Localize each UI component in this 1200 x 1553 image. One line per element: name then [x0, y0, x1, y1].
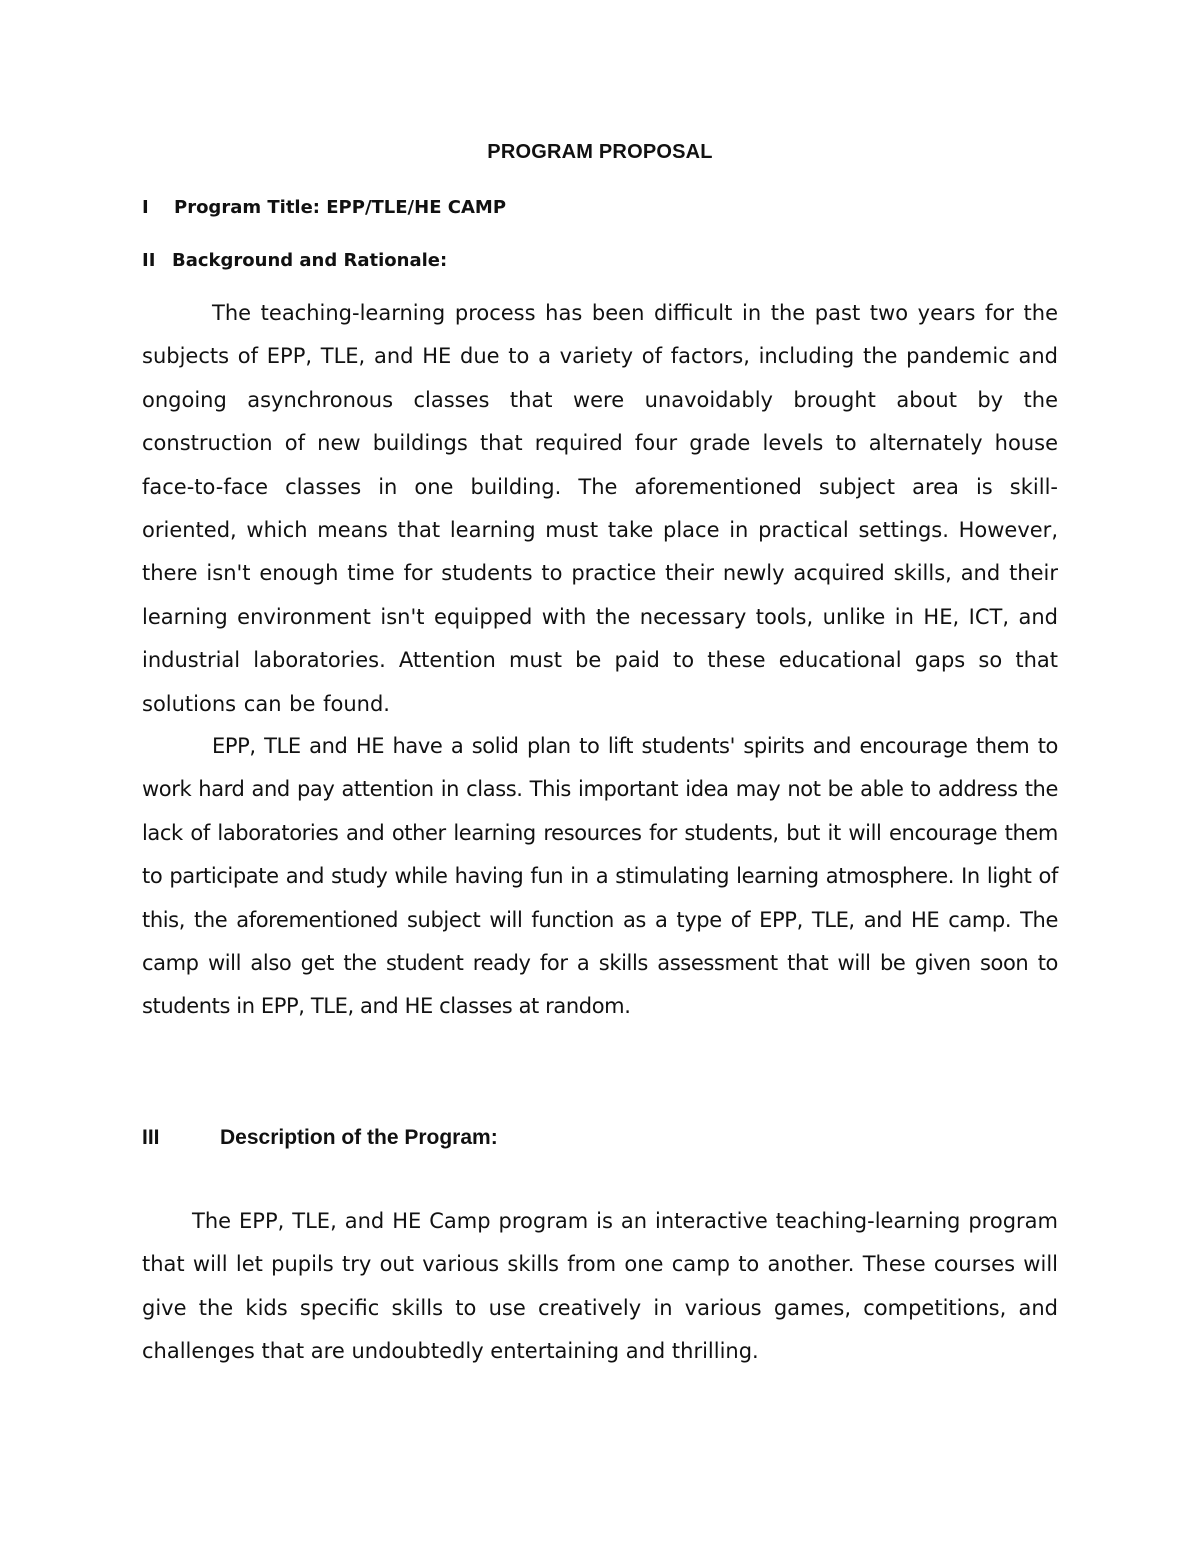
section-heading-description [142, 1126, 498, 1150]
section-number: I [142, 197, 149, 218]
section-number: III [142, 1126, 160, 1149]
paragraph-background-2: EPP, TLE and HE have a solid plan to lift students' spirits and encourage them to work hard and pay attention in class. This important idea may not be able to address the lack of laboratories and other learning resources for students, but it will encourage them to participate and study while having fun in a stimulating learning atmosphere. In light of this, the aforementioned subject will function as a type of EPP, TLE, and HE camp. The camp will also get the student ready for a skills assessment that will be given soon to students in EPP, TLE, and HE classes at random. [142, 734, 1058, 1019]
section-heading-text: Description of the Program: [220, 1126, 498, 1149]
paragraph-description-1: The EPP, TLE, and HE Camp program is an interactive teaching-learning program that will let pupils try out various skills from one camp to another. These courses will give the kids specific skills to use creatively in various games, competitions, and challenges that are undoubtedly entertaining and thrilling. [142, 1209, 1058, 1364]
section-heading-text: Background and Rationale: [172, 250, 448, 271]
section-heading-text: Program Title: EPP/TLE/HE CAMP [174, 197, 507, 218]
section-heading-program-title [142, 197, 506, 218]
document-title: PROGRAM PROPOSAL [487, 141, 713, 163]
paragraph-background-1: The teaching-learning process has been difficult in the past two years for the subjects of EPP, TLE, and HE due to a variety of factors, including the pandemic and ongoing asynchronous classes that were unavoidably brought about by the construction of new buildings that required four grade levels to alternately house face-to-face classes in one building. The aforementioned subject area is skill-oriented, which means that learning must take place in practical settings. However, there isn't enough time for students to practice their newly acquired skills, and their learning environment isn't equipped with the necessary tools, unlike in HE, ICT, and industrial laboratories. Attention must be paid to these educational gaps so that solutions can be found. [142, 301, 1058, 716]
section-number: II [142, 250, 156, 271]
section-heading-background [142, 250, 447, 271]
